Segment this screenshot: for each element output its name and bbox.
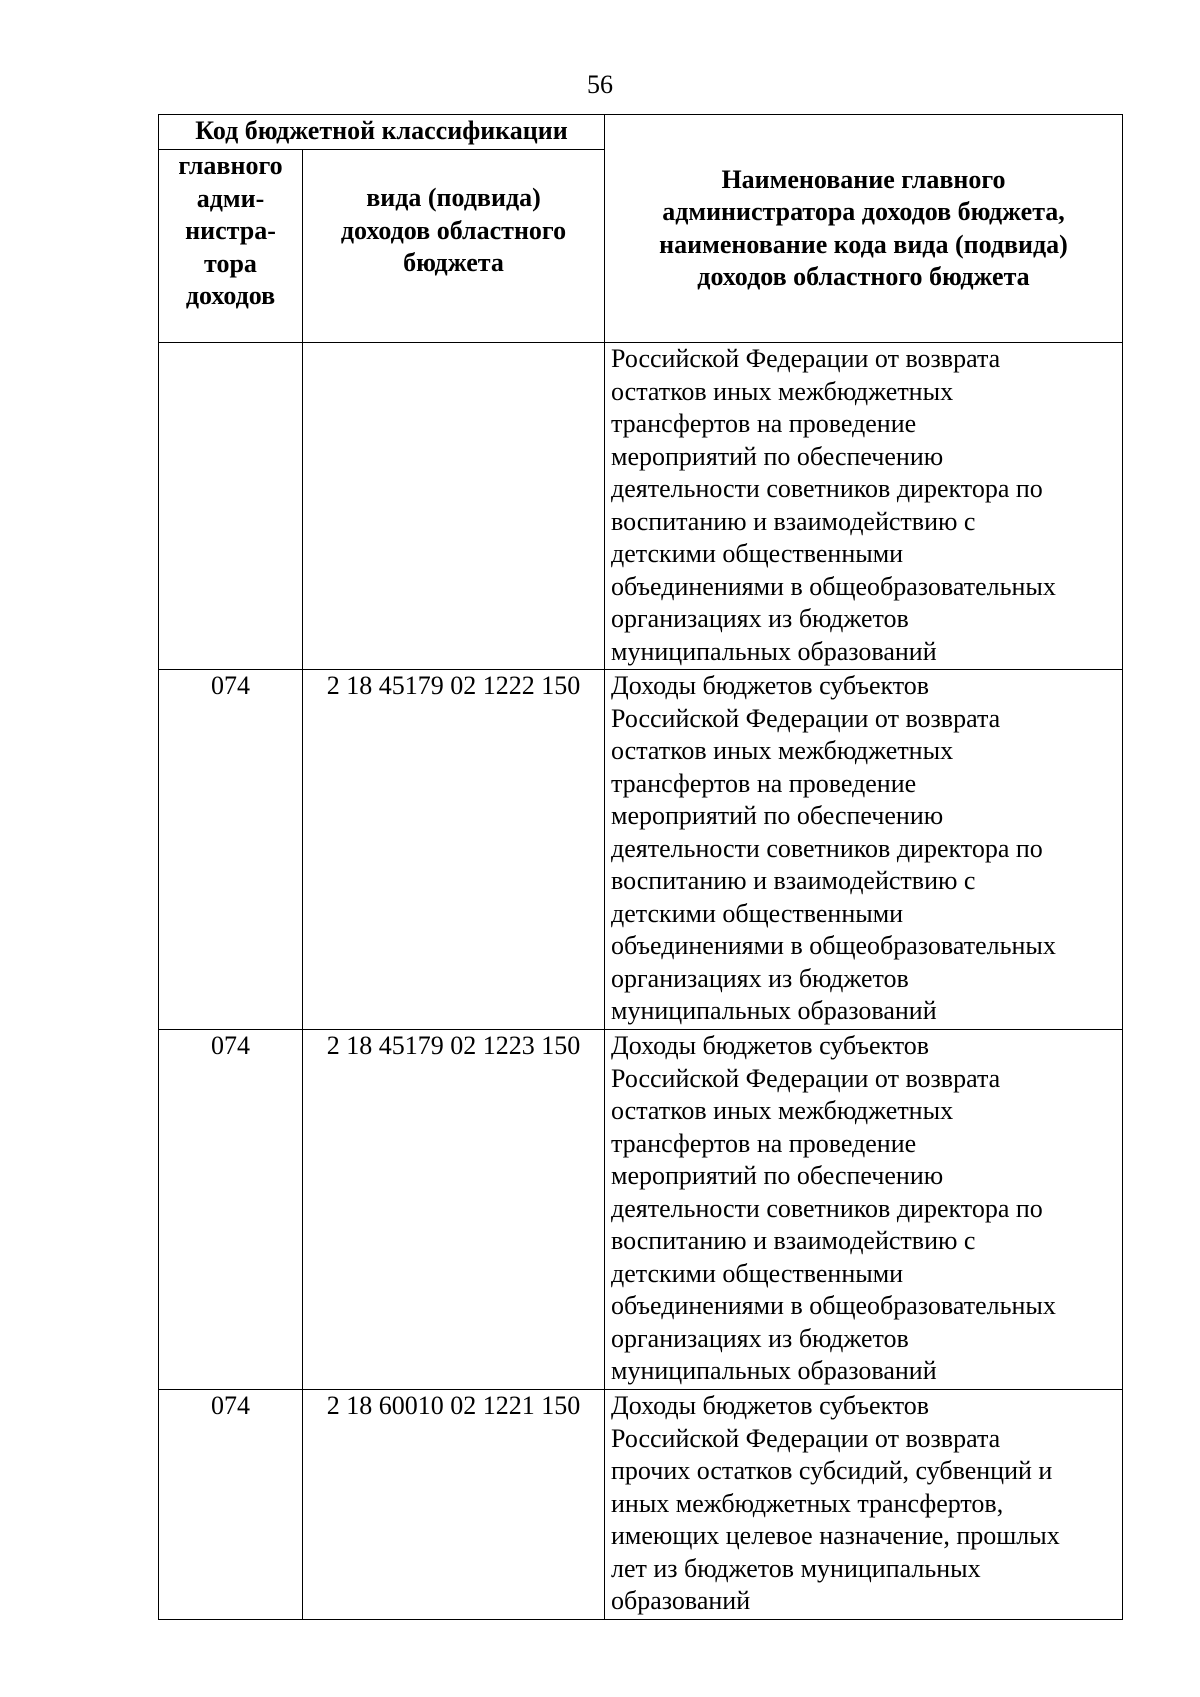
admin-code-cell: 074 [159,1390,303,1620]
page-number: 56 [587,70,613,99]
table-row [159,1390,1123,1620]
income-code-cell: 2 18 45179 02 1223 150 [303,1030,605,1390]
income-name-cell: Доходы бюджетов субъектов Российской Федерации от возврата прочих остатков субсидий, субвенций и иных межбюджетных трансфертов, имеющих целевое назначение, прошлых лет из бюджетов муниципальных образований [605,1390,1123,1620]
income-code-cell: 2 18 60010 02 1221 150 [303,1390,605,1620]
header-budget-classification-code: Код бюджетной классификации [159,115,605,150]
table-row [159,343,1123,670]
income-code-cell [303,343,605,670]
admin-code-cell: 074 [159,670,303,1030]
table-row [159,670,1123,1030]
header-name-column: Наименование главного администратора доходов бюджета, наименование кода вида (подвида) доходов областного бюджета [605,115,1123,343]
income-name-cell: Российской Федерации от возврата остатков иных межбюджетных трансфертов на проведение мероприятий по обеспечению деятельности советников директора по воспитанию и взаимодействию с детскими общественными объединениями в общеобразовательных организациях из бюджетов муниципальных образований [605,343,1123,670]
income-name-cell: Доходы бюджетов субъектов Российской Федерации от возврата остатков иных межбюджетных трансфертов на проведение мероприятий по обеспечению деятельности советников директора по воспитанию и взаимодействию с детскими общественными объединениями в общеобразовательных организациях из бюджетов муниципальных образований [605,1030,1123,1390]
income-name-cell: Доходы бюджетов субъектов Российской Федерации от возврата остатков иных межбюджетных трансфертов на проведение мероприятий по обеспечению деятельности советников директора по воспитанию и взаимодействию с детскими общественными объединениями в общеобразовательных организациях из бюджетов муниципальных образований [605,670,1123,1030]
admin-code-cell [159,343,303,670]
header-admin-column: главного адми- нистра- тора доходов [159,150,303,343]
income-code-cell: 2 18 45179 02 1222 150 [303,670,605,1030]
budget-classification-table [158,114,1123,1620]
admin-code-cell: 074 [159,1030,303,1390]
header-code-column: вида (подвида) доходов областного бюджета [303,150,605,343]
table-row [159,1030,1123,1390]
